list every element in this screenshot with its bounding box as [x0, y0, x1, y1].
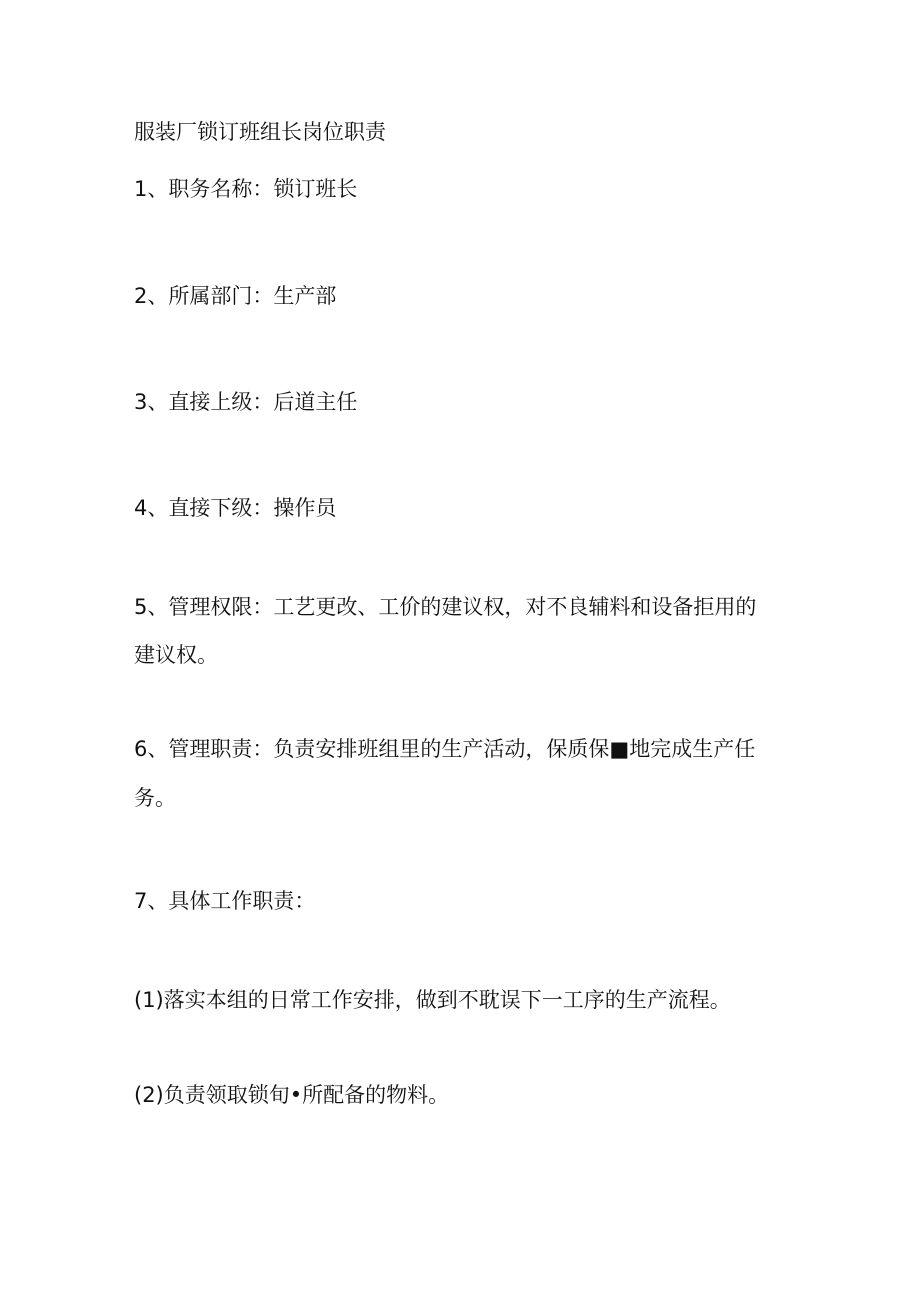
duty-item-1: (1)落实本组的日常工作安排，做到不耽误下一工序的生产流程。 [134, 988, 731, 1012]
authority-line: 5、管理权限：工艺更改、工价的建议权，对不良辅料和设备拒用的 [134, 595, 757, 619]
management-duty-line: 6、管理职责：负责安排班组里的生产活动，保质保■地完成生产任 [134, 737, 756, 761]
job-title-line: 1、职务名称：锁订班长 [134, 177, 358, 201]
specific-duties-heading: 7、具体工作职责： [134, 889, 316, 913]
direct-supervisor-line: 3、直接上级：后道主任 [134, 390, 358, 414]
direct-subordinate-line: 4、直接下级：操作员 [134, 496, 337, 520]
document-title: 服装厂锁订班组长岗位职责 [134, 120, 386, 144]
management-duty-line-continued: 务。 [134, 786, 176, 810]
duty-item-2: (2)负责领取锁旬•所配备的物料。 [134, 1083, 450, 1107]
department-line: 2、所属部门：生产部 [134, 284, 337, 308]
authority-line-continued: 建议权。 [134, 643, 218, 667]
